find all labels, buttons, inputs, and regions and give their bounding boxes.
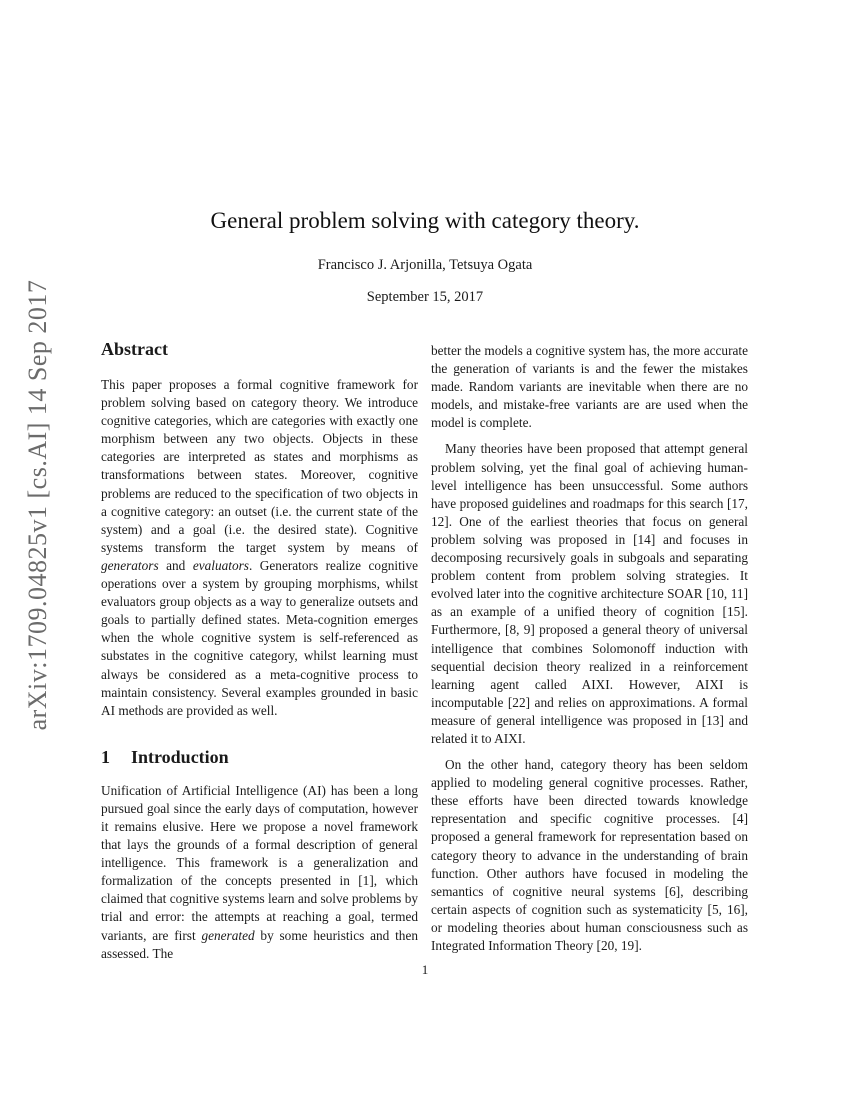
arxiv-identifier: arXiv:1709.04825v1 [cs.AI] 14 Sep 2017 (23, 279, 52, 731)
intro-paragraph-2: Many theories have been proposed that attempt general problem solving, yet the final goal of achieving human-level intelligence has been unsuccessful. Some authors have proposed guidelines and roadmaps for this search [17, 12]. One of the earliest theories that focus on general problem solving was proposed in [14] and focuses in decomposing recursively goals in subgoals and separating problem content from problem solving strategies. It evolved later into the cognitive architecture SOAR [10, 11] as an example of a unified theory of cognition [15]. Furthermore, [8, 9] proposed a general theory of universal intelligence that combines Solomonoff induction with sequential decision theory realized in a reinforcement learning agent called AIXI. However, AIXI is incomputable [22] and relies on approximations. A formal measure of general intelligence was proposed in [13] and related it to AIXI. (431, 441, 748, 746)
left-column (101, 338, 418, 971)
term-generators: generators (101, 557, 159, 573)
intro-paragraph-1-continued: better the models a cognitive system has, the more accurate the generation of variants is and the fewer the mistakes made. Random variants are inevitable when there are no models, and mistake-free variants are are used when the model is complete. (431, 343, 748, 431)
section-title: Introduction (131, 746, 229, 767)
paper-date: September 15, 2017 (366, 289, 484, 305)
abstract-paragraph: This paper proposes a formal cognitive framework for problem solving based on category theory. We introduce cognitive categories, which are categories with exactly one morphism between any two objects. Objects in these categories are interpreted as states and morphisms as transformations between states. Moreover, cognitive problems are reduced to the specification of two objects in a cognitive category: an outset (i.e. the current state of the system) and a goal (i.e. the desired state). Cognitive systems transform the target system by means of generators and evaluators. Generators realize cognitive operations over a system by grouping morphisms, whilst evaluators group objects as a way to generalize outsets and goals to partially defined states. Meta-cognition emerges when the whole cognitive system is self-referenced as substates in the cognitive category, whilst learning must always be considered as a meta-cognitive process to maintain consistency. Several examples grounded in basic AI methods are provided as well. (101, 377, 419, 718)
section-number: 1 (101, 746, 110, 767)
right-column (431, 342, 748, 963)
section-heading-introduction (101, 746, 418, 768)
intro-paragraph-1: Unification of Artificial Intelligence (AI) has been a long pursued goal since the early days of computation, however it remains elusive. Here we propose a novel framework that lays the grounds of a formal description of general intelligence. This framework is a generalization and formalization of the concepts presented in [1], which claimed that cognitive systems learn and solve problems by trial and error: the attempts at reaching a goal, termed variants, are first generated by some heuristics and then assessed. The (101, 782, 419, 961)
term-generated: generated (201, 927, 255, 943)
paper-title: General problem solving with category theory. (210, 208, 640, 233)
paper-authors: Francisco J. Arjonilla, Tetsuya Ogata (317, 257, 533, 273)
intro-paragraph-3: On the other hand, category theory has been seldom applied to modeling general cognitive processes. Rather, these efforts have been directed towards knowledge representation and specific cognitive processes. [4] proposed a general framework for representation based on category theory to advance in the understanding of brain function. Other authors have focused in modeling the semantics of cognitive neural systems [6], describing certain aspects of cognition such as systematicity [5, 16], or modeling theories about human consciousness such as Integrated Information Theory [20, 19]. (431, 757, 748, 953)
term-evaluators: evaluators (192, 557, 249, 573)
page-number: 1 (421, 962, 429, 977)
abstract-heading: Abstract (101, 339, 168, 359)
